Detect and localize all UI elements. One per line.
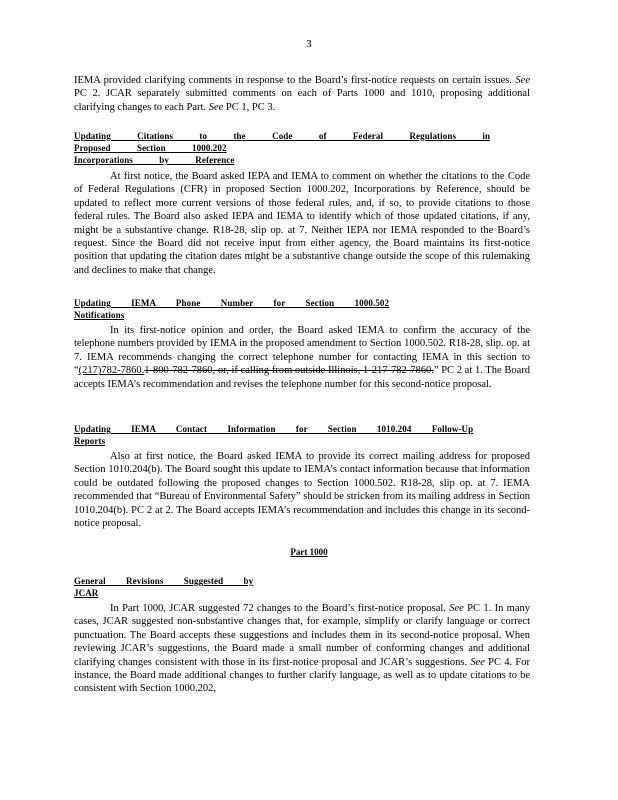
section-heading-contact-text: Updating IEMA Contact Information for Section 1010.204 Follow-Up Reports	[74, 424, 474, 446]
section4-text-1: In Part 1000, JCAR suggested 72 changes to the Board’s first-notice proposal.	[110, 603, 450, 614]
page-number: 3	[306, 38, 312, 50]
section-heading-cfr-line1: Updating Citations to the Code of Federal Regulations in Proposed Section 1000.202	[74, 131, 491, 153]
section2-struck-phone: 1-800-782-7860, or, if calling from outside Illinois, 1-217-782-7860.	[144, 365, 434, 377]
section1-paragraph-block	[74, 170, 530, 277]
section4-paragraph	[74, 602, 530, 696]
section4-paragraph-block	[74, 602, 530, 696]
section2-text-1: In its first-notice opinion and order, the Board asked IEMA to confirm the accuracy of the telephone numbers provided by IEMA in the proposed amendment to Section 1000.502. R18-28, slip. op. at 7. IEMA recommends changing the correct telephone number for contacting IEMA in this section to “	[74, 325, 530, 377]
section-heading-jcar-text: General Revisions Suggested by JCAR	[74, 576, 254, 598]
intro-see-1: See	[515, 75, 530, 86]
intro-text-2: PC 2. JCAR separately submitted comments on each of Parts 1000 and 1010, proposing additional clarifying changes to each Part.	[74, 88, 530, 113]
section-heading-cfr-line2: Incorporations by Reference	[74, 155, 235, 165]
section3-paragraph: Also at first notice, the Board asked IEMA to provide its correct mailing address for proposed Section 1010.204(b). The Board sought this update to IEMA’s contact information because that information could be outdated following the proposed changes to Section 1000.502. R18-28, slip op. at 7. IEMA recommended that “Bureau of Environmental Safety” should be stricken from its mailing address in Section 1010.204(b). PC 2 at 2. The Board accepts IEMA’s recommendation and includes this change in its second-notice proposal.	[74, 451, 530, 530]
section1-paragraph: At first notice, the Board asked IEPA and IEMA to comment on whether the citations to the Code of Federal Regulations (CFR) in proposed Section 1000.202, Incorporations by Reference, should be updated to reflect more current versions of those federal rules, and, if so, to provide citations to those federal rules. The Board also asked IEPA and IEMA to identify which of those updated citations, if any, might be a substantive change. R18-28, slip op. at 7. Neither IEPA nor IEMA responded to the Board’s request. Since the Board did not receive input from either agency, the Board maintains its first-notice position that updating the citation dates might be a substantive change outside the scope of this rulemaking and declines to make that change.	[74, 171, 530, 276]
intro-see-2: See	[208, 101, 224, 113]
section2-new-phone: (217)782-7860.	[78, 365, 145, 377]
section-heading-contact-info	[74, 423, 494, 447]
section-heading-phone-number	[74, 297, 394, 321]
intro-paragraph	[74, 74, 530, 114]
section2-paragraph-block	[74, 324, 530, 391]
section2-text-2: ” PC 2 at 1. The Board accepts IEMA’s recommendation and revises the telephone number for this second-notice proposal.	[74, 365, 530, 390]
section4-text-3: PC 4. For instance, the Board made additional changes to further clarify language, as well as to update citations to be consistent with Section 1000.202,	[74, 656, 530, 695]
section2-paragraph	[74, 324, 530, 391]
section4-text-2: PC 1. In many cases, JCAR suggested non-substantive changes that, for example, simplify or clarify language or correct punctuation. The Board accepts these suggestions and includes them in its second-notice proposal. When reviewing JCAR’s suggestions, the Board made a small number of conforming changes and additional clarifying changes consistent with those in its first-notice proposal and JCAR’s suggestions.	[74, 603, 530, 668]
section3-paragraph-block	[74, 450, 530, 530]
section-heading-cfr-citations	[74, 130, 530, 166]
section4-see-2: See	[470, 656, 485, 668]
part-heading: Part 1000	[290, 547, 328, 557]
section4-see-1: See	[449, 603, 464, 614]
section-heading-jcar-revisions	[74, 575, 274, 599]
section-heading-phone-text: Updating IEMA Phone Number for Section 1000.502 Notifications	[74, 298, 390, 320]
intro-text-3: PC 1, PC 3.	[223, 101, 276, 113]
intro-text-1: IEMA provided clarifying comments in response to the Board’s first-notice requests on certain issues.	[74, 75, 516, 86]
intro-paragraph-block	[74, 74, 530, 114]
